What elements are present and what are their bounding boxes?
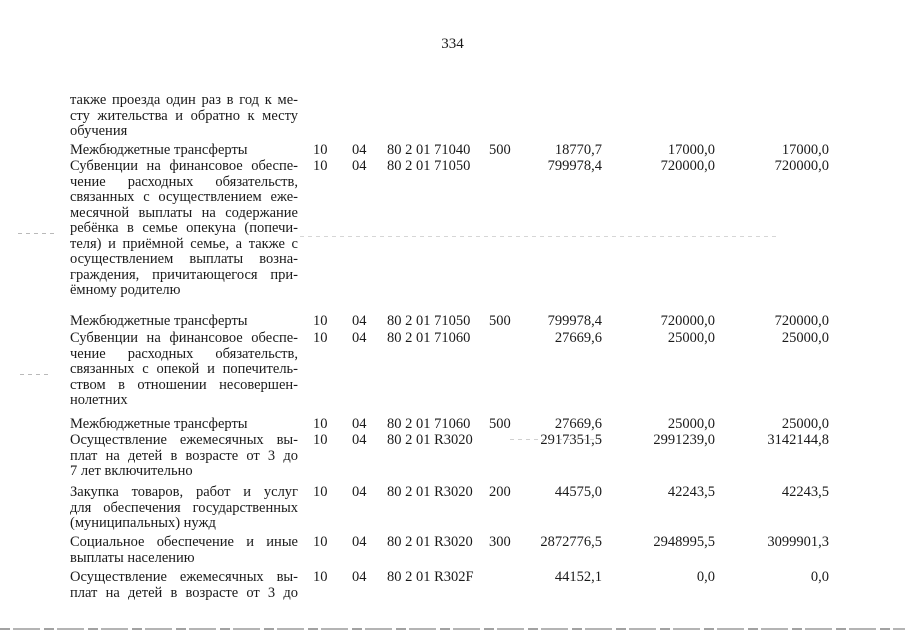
description-line: ством в отношении несовершен-	[70, 376, 298, 393]
row-description	[70, 570, 298, 601]
description-line: плат на детей в возрасте от 3 до	[70, 584, 298, 601]
subsection-code-cell: 04	[352, 432, 367, 448]
description-line: граждения, причитающегося при-	[70, 266, 298, 283]
subsection-code-cell: 04	[352, 313, 367, 329]
target-article-cell: 80 2 01 R302F	[387, 569, 474, 585]
description-line: ёмному родителю	[70, 282, 181, 298]
amount-year3-cell: 25000,0	[781, 416, 829, 432]
subsection-code-cell: 04	[352, 142, 367, 158]
description-line: связанных с опекой и попечитель-	[70, 361, 298, 377]
description-line: плат на детей в возрасте от 3 до	[70, 447, 298, 464]
description-line: выплаты населению	[70, 549, 195, 566]
description-line: Межбюджетные трансферты	[70, 416, 248, 432]
description-line: 7 лет включительно	[70, 463, 193, 479]
amount-year2-cell: 17000,0	[667, 142, 715, 158]
section-code-cell: 10	[313, 142, 328, 158]
description-line: ребёнка в семье опекуна (попечи-	[70, 220, 298, 236]
amount-year2-cell: 2948995,5	[653, 534, 715, 550]
amount-year3-cell: 25000,0	[781, 330, 829, 346]
expense-type-cell: 500	[489, 142, 511, 158]
expense-type-cell: 200	[489, 484, 511, 500]
scan-bottom-edge	[0, 628, 905, 630]
subsection-code-cell: 04	[352, 416, 367, 432]
amount-year1-cell: 2917351,5	[540, 432, 602, 448]
amount-year1-cell: 27669,6	[554, 416, 602, 432]
target-article-cell: 80 2 01 71060	[387, 416, 471, 432]
description-line: связанных с осуществлением еже-	[70, 189, 298, 205]
section-code-cell: 10	[313, 569, 328, 585]
amount-year2-cell: 25000,0	[667, 416, 715, 432]
section-code-cell: 10	[313, 432, 328, 448]
row-description	[70, 433, 298, 480]
amount-year2-cell: 720000,0	[660, 158, 715, 174]
description-line: Осуществление ежемесячных вы-	[70, 569, 298, 585]
row-description	[70, 535, 298, 566]
target-article-cell: 80 2 01 R3020	[387, 484, 473, 500]
amount-year3-cell: 720000,0	[774, 158, 829, 174]
row-description	[70, 143, 298, 159]
description-line: Социальное обеспечение и иные	[70, 534, 298, 550]
description-line: осуществлением выплаты возна-	[70, 251, 298, 267]
amount-year3-cell: 3142144,8	[767, 432, 829, 448]
description-line: чение расходных обязательств,	[70, 345, 298, 362]
row-description	[70, 93, 298, 140]
section-code-cell: 10	[313, 484, 328, 500]
subsection-code-cell: 04	[352, 569, 367, 585]
expense-type-cell: 300	[489, 534, 511, 550]
description-line: обучения	[70, 123, 128, 139]
description-line: для обеспечения государственных	[70, 499, 298, 516]
subsection-code-cell: 04	[352, 534, 367, 550]
target-article-cell: 80 2 01 R3020	[387, 534, 473, 550]
amount-year1-cell: 799978,4	[547, 313, 602, 329]
section-code-cell: 10	[313, 416, 328, 432]
amount-year1-cell: 44152,1	[554, 569, 602, 585]
amount-year2-cell: 25000,0	[667, 330, 715, 346]
description-line: Межбюджетные трансферты	[70, 313, 248, 329]
description-line: Межбюджетные трансферты	[70, 142, 248, 158]
expense-type-cell: 500	[489, 416, 511, 432]
target-article-cell: 80 2 01 71050	[387, 313, 471, 329]
amount-year3-cell: 0,0	[810, 569, 829, 585]
row-description	[70, 314, 298, 330]
amount-year2-cell: 42243,5	[667, 484, 715, 500]
description-line: месячной выплаты на содержание	[70, 204, 298, 221]
amount-year3-cell: 3099901,3	[767, 534, 829, 550]
amount-year1-cell: 799978,4	[547, 158, 602, 174]
description-line: (муниципальных) нужд	[70, 515, 216, 531]
page-number: 334	[441, 36, 464, 52]
scan-artifact-line	[18, 233, 58, 234]
amount-year1-cell: 44575,0	[554, 484, 602, 500]
description-line: Субвенции на финансовое обеспе-	[70, 158, 298, 174]
subsection-code-cell: 04	[352, 158, 367, 174]
description-line: Субвенции на финансовое обеспе-	[70, 330, 298, 346]
row-description	[70, 417, 298, 433]
description-line: Осуществление ежемесячных вы-	[70, 432, 298, 448]
subsection-code-cell: 04	[352, 330, 367, 346]
amount-year2-cell: 0,0	[696, 569, 715, 585]
description-line: также проезда один раз в год к ме-	[70, 92, 298, 108]
amount-year3-cell: 17000,0	[781, 142, 829, 158]
amount-year3-cell: 42243,5	[781, 484, 829, 500]
scan-artifact-line	[20, 374, 50, 375]
row-description	[70, 159, 298, 299]
amount-year1-cell: 2872776,5	[540, 534, 602, 550]
target-article-cell: 80 2 01 R3020	[387, 432, 473, 448]
row-description	[70, 485, 298, 532]
section-code-cell: 10	[313, 313, 328, 329]
section-code-cell: 10	[313, 534, 328, 550]
target-article-cell: 80 2 01 71060	[387, 330, 471, 346]
section-code-cell: 10	[313, 158, 328, 174]
amount-year3-cell: 720000,0	[774, 313, 829, 329]
amount-year2-cell: 2991239,0	[653, 432, 715, 448]
amount-year1-cell: 18770,7	[554, 142, 602, 158]
row-description	[70, 331, 298, 409]
section-code-cell: 10	[313, 330, 328, 346]
amount-year1-cell: 27669,6	[554, 330, 602, 346]
target-article-cell: 80 2 01 71050	[387, 158, 471, 174]
target-article-cell: 80 2 01 71040	[387, 142, 471, 158]
description-line: нолетних	[70, 392, 128, 408]
amount-year2-cell: 720000,0	[660, 313, 715, 329]
description-line: сту жительства и обратно к месту	[70, 107, 298, 124]
description-line: теля) и приёмной семье, а также с	[70, 235, 298, 252]
scan-artifact-line	[300, 236, 780, 237]
description-line: чение расходных обязательств,	[70, 173, 298, 190]
expense-type-cell: 500	[489, 313, 511, 329]
subsection-code-cell: 04	[352, 484, 367, 500]
description-line: Закупка товаров, работ и услуг	[70, 484, 298, 500]
scan-artifact-line	[510, 439, 600, 440]
